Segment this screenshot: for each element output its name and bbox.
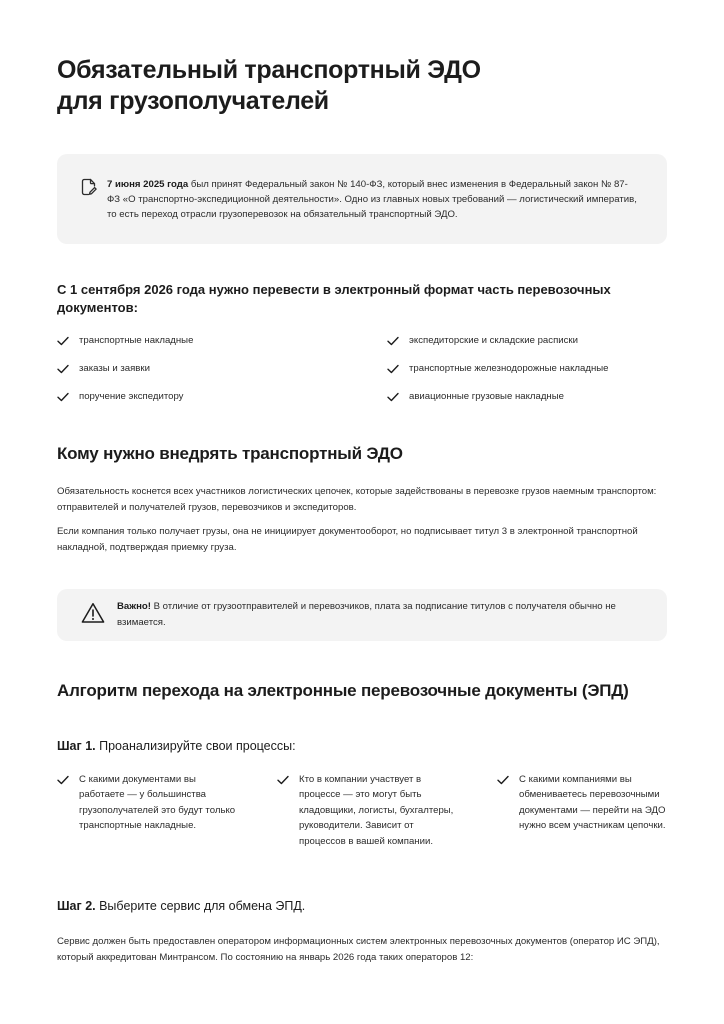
document-type-label: заказы и заявки xyxy=(79,363,150,374)
notice-date: 7 июня 2025 года xyxy=(107,179,189,190)
check-icon xyxy=(387,364,399,374)
title-line-2: для грузополучателей xyxy=(57,87,329,115)
law-notice-box xyxy=(57,154,667,244)
check-icon xyxy=(57,336,69,346)
title-line-1: Обязательный транспортный ЭДО xyxy=(57,56,481,84)
step-1-item-text: С какими компаниями вы обмениваетесь перевозочными документами — перейти на ЭДО нужно всем участникам цепочки. xyxy=(519,774,666,832)
important-notice-text xyxy=(117,599,637,631)
important-label: Важно! xyxy=(117,601,151,612)
who-paragraph-2: Если компания только получает грузы, она не инициирует документооборот, но подписывает титул 3 в электронной транспортной накладной, подтверждая приемку груза. xyxy=(57,526,638,553)
algorithm-heading: Алгоритм перехода на электронные перевозочные документы (ЭПД) xyxy=(57,681,629,700)
who-heading: Кому нужно внедрять транспортный ЭДО xyxy=(57,444,403,463)
step-1-title xyxy=(57,738,296,755)
document-type-label: экспедиторские и складские расписки xyxy=(409,335,578,346)
check-icon xyxy=(497,775,509,785)
who-paragraph-1: Обязательность коснется всех участников логистических цепочек, которые задействованы в перевозке грузов наемным транспортом: отправителей и получателей грузов, перевозчиков и экспедиторов. xyxy=(57,486,657,513)
law-notice-text xyxy=(107,177,637,222)
documents-heading: С 1 сентября 2026 года нужно перевести в электронный формат часть перевозочных документов: xyxy=(57,282,611,315)
important-notice-box xyxy=(57,589,667,641)
document-type-label: транспортные железнодорожные накладные xyxy=(409,363,609,374)
step-2-label: Шаг 2. xyxy=(57,899,96,913)
step-1-label: Шаг 1. xyxy=(57,739,96,753)
list-item xyxy=(57,772,247,834)
list-item xyxy=(57,362,150,376)
check-icon xyxy=(387,392,399,402)
check-icon xyxy=(387,336,399,346)
list-item xyxy=(277,772,467,849)
step-2-paragraph: Сервис должен быть предоставлен оператором информационных систем электронных перевозочных документов (оператор ИС ЭПД), который аккредитован Минтрансом. По состоянию на январь 2026 года таких операторов 12: xyxy=(57,936,660,963)
document-edit-icon xyxy=(81,178,97,196)
step-1-text: Проанализируйте свои процессы: xyxy=(95,739,296,753)
list-item xyxy=(57,334,193,348)
notice-body: был принят Федеральный закон № 140-ФЗ, который внес изменения в Федеральный закон № 87-ФЗ «О транспортно-экспедиционной деятельности». Одно из главных новых требований — логистический императив, то есть переход отрасли грузоперевозок на обязательный транспортный ЭДО. xyxy=(107,179,637,220)
check-icon xyxy=(57,775,69,785)
document-type-label: транспортные накладные xyxy=(79,335,194,346)
document-type-label: поручение экспедитору xyxy=(79,391,184,402)
document-type-label: авиационные грузовые накладные xyxy=(409,391,564,402)
check-icon xyxy=(57,392,69,402)
check-icon xyxy=(277,775,289,785)
list-item xyxy=(387,362,609,376)
step-1-item-text: Кто в компании участвует в процессе — это могут быть кладовщики, логисты, бухгалтеры, руководители. Зависит от процессов в вашей компании. xyxy=(299,774,454,847)
step-2-text: Выберите сервис для обмена ЭПД. xyxy=(95,899,306,913)
page-title xyxy=(57,55,617,117)
step-2-title xyxy=(57,898,305,915)
step-1-item-text: С какими документами вы работаете — у большинства грузополучателей это будут только транспортные накладные. xyxy=(79,774,236,832)
list-item xyxy=(387,390,564,404)
warning-triangle-icon xyxy=(81,602,105,624)
important-body: В отличие от грузоотправителей и перевозчиков, плата за подписание титулов с получателя обычно не взимается. xyxy=(117,601,616,628)
list-item xyxy=(57,390,183,404)
list-item xyxy=(387,334,578,348)
list-item xyxy=(497,772,667,834)
check-icon xyxy=(57,364,69,374)
